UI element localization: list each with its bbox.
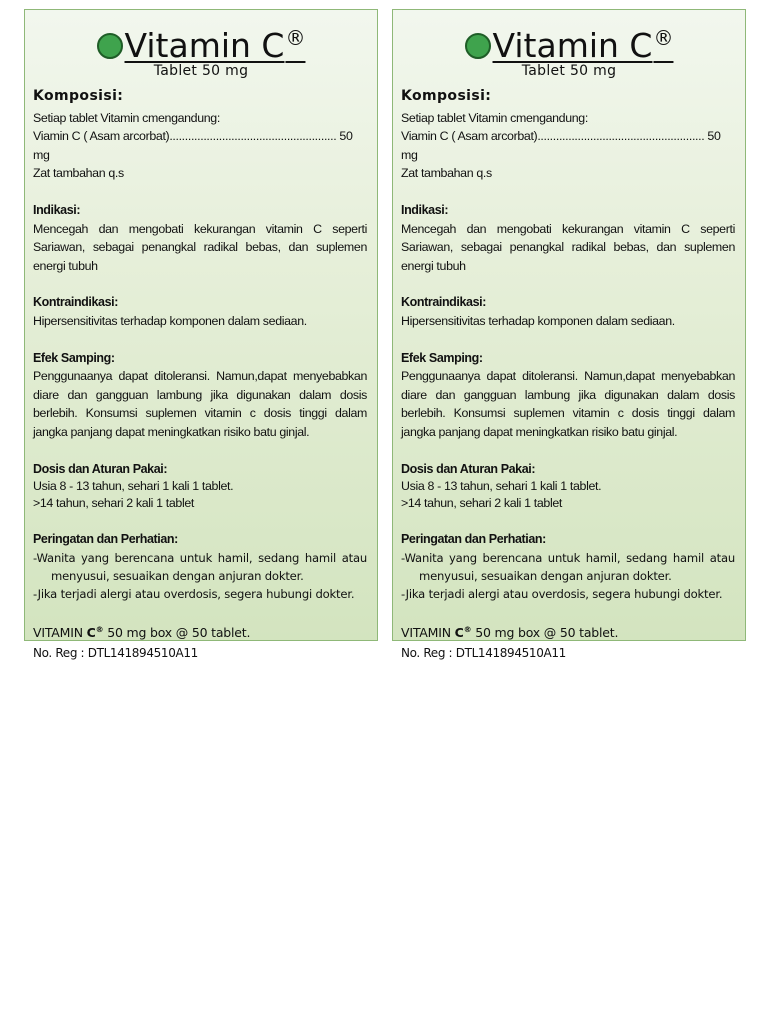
peringatan-heading: Peringatan dan Perhatian: [33,532,178,547]
kontraindikasi-text: Hipersensitivitas terhadap komponen dalam sediaan. [33,313,307,328]
komposisi-line: Setiap tablet Vitamin cmengandung: [33,110,220,125]
kontraindikasi-heading: Kontraindikasi: [401,295,486,310]
komposisi-line: Zat tambahan q.s [401,166,492,181]
peringatan-item: -Jika terjadi alergi atau overdosis, segera hubungi dokter. [33,586,355,601]
komposisi-line: Setiap tablet Vitamin cmengandung: [401,110,588,125]
komposisi-heading: Komposisi: [401,88,492,104]
registration-number: No. Reg : DTL141894510A11 [401,646,566,661]
efek-samping-text: Penggunaanya dapat ditoleransi. Namun,dapat menyebabkan diare dan gangguan lambung jika digunakan dalam dosis berlebih. Konsumsi suplemen vitamin c dosis tinggi dalam jangka panjang dapat meningkatkan risiko batu ginjal. [401,369,735,439]
peringatan-item: -Wanita yang berencana untuk hamil, sedang hamil atau menyusui, sesuaikan dengan anjuran dokter. [401,550,735,583]
komposisi-line: Zat tambahan q.s [33,166,124,181]
registered-mark: ® [653,26,674,50]
indikasi-text: Mencegah dan mengobati kekurangan vitamin C seperti Sariawan, sebagai penangkal radikal bebas, dan suplemen energi tubuh [33,221,367,273]
dosis-line: Usia 8 - 13 tahun, sehari 1 kali 1 tablet. [401,479,602,494]
peringatan-item: -Wanita yang berencana untuk hamil, sedang hamil atau menyusui, sesuaikan dengan anjuran dokter. [33,550,367,583]
dosis-heading: Dosis dan Aturan Pakai: [401,461,536,476]
package-info: VITAMIN C® 50 mg box @ 50 tablet. [401,624,619,640]
label-content [33,87,367,662]
dosis-line: >14 tahun, sehari 2 kali 1 tablet [33,496,195,511]
registered-mark: ® [285,26,306,50]
product-subtitle: Tablet 50 mg [521,63,617,79]
package-info: VITAMIN C® 50 mg box @ 50 tablet. [33,624,251,640]
peringatan-heading: Peringatan dan Perhatian: [401,532,546,547]
efek-samping-heading: Efek Samping: [33,350,115,365]
product-subtitle: Tablet 50 mg [153,63,249,79]
product-title [25,18,377,66]
label-card-right [392,9,746,661]
green-circle-logo-icon [97,33,123,59]
indikasi-heading: Indikasi: [401,202,449,217]
komposisi-heading: Komposisi: [33,88,124,104]
dosis-line: Usia 8 - 13 tahun, sehari 1 kali 1 tablet. [33,479,234,494]
kontraindikasi-heading: Kontraindikasi: [33,295,118,310]
efek-samping-text: Penggunaanya dapat ditoleransi. Namun,dapat menyebabkan diare dan gangguan lambung jika digunakan dalam dosis berlebih. Konsumsi suplemen vitamin c dosis tinggi dalam jangka panjang dapat meningkatkan risiko batu ginjal. [33,369,367,439]
indikasi-text: Mencegah dan mengobati kekurangan vitamin C seperti Sariawan, sebagai penangkal radikal bebas, dan suplemen energi tubuh [401,221,735,273]
efek-samping-heading: Efek Samping: [401,350,483,365]
dosis-line: >14 tahun, sehari 2 kali 1 tablet [401,496,563,511]
label-content [401,87,735,662]
green-circle-logo-icon [465,33,491,59]
dosis-heading: Dosis dan Aturan Pakai: [33,461,168,476]
product-title [393,18,745,66]
komposisi-line: Viamin C ( Asam arcorbat)...................................................... 50 mg [33,129,353,162]
brand-name: Vitamin C [124,26,285,65]
label-card-left [24,9,378,661]
registration-number: No. Reg : DTL141894510A11 [33,646,198,661]
brand-name: Vitamin C [492,26,653,65]
kontraindikasi-text: Hipersensitivitas terhadap komponen dalam sediaan. [401,313,675,328]
peringatan-item: -Jika terjadi alergi atau overdosis, segera hubungi dokter. [401,586,723,601]
indikasi-heading: Indikasi: [33,202,81,217]
komposisi-line: Viamin C ( Asam arcorbat)...................................................... 50 mg [401,129,721,162]
